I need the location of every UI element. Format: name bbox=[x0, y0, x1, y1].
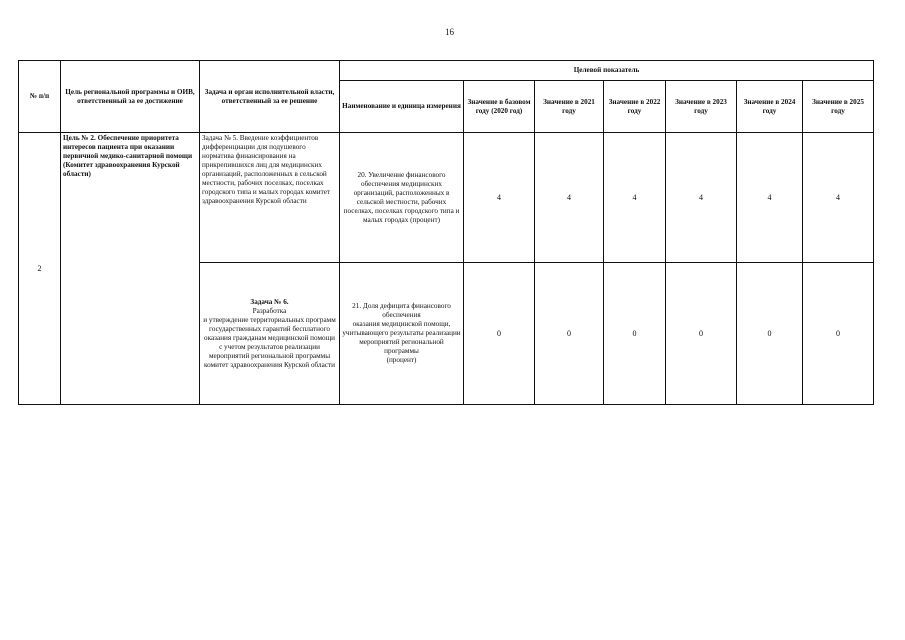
header-2023: Значение в 2023 году bbox=[666, 81, 737, 133]
value-2023: 0 bbox=[666, 263, 737, 405]
indicator-cell: 21. Доля дефицита финансового обеспечения оказания медицинской помощи, учитывающего результаты реализации мероприятий региональной программы (процент) bbox=[340, 263, 464, 405]
value-2023: 4 bbox=[666, 133, 737, 263]
header-indicator-name: Наименование и единица измерения bbox=[340, 81, 464, 133]
header-2021: Значение в 2021 году bbox=[535, 81, 604, 133]
goal-cell: Цель № 2. Обеспечение приоритета интересов пациента при оказании первичной медико-санитарной помощи (Комитет здравоохранения Курской области) bbox=[61, 133, 200, 405]
task-title: Задача № 6. bbox=[250, 297, 289, 306]
page-number: 16 bbox=[445, 27, 454, 37]
value-2025: 0 bbox=[803, 263, 874, 405]
value-2021: 4 bbox=[535, 133, 604, 263]
value-2022: 0 bbox=[604, 263, 666, 405]
task-cell bbox=[200, 263, 340, 405]
header-base-year: Значение в базовом году (2020 год) bbox=[464, 81, 535, 133]
header-2024: Значение в 2024 году bbox=[737, 81, 803, 133]
indicator-cell: 20. Увеличение финансового обеспечения медицинских организаций, расположенных в сельской местности, рабочих поселках, поселках городского типа и малых городах (процент) bbox=[340, 133, 464, 263]
value-2022: 4 bbox=[604, 133, 666, 263]
value-2024: 0 bbox=[737, 263, 803, 405]
task-text: Разработка и утверждение территориальных программ государственных гарантий бесплатного оказания гражданам медицинской помощи с учетом результатов реализации мероприятий региональной программы комитет здравоохранения Курской области bbox=[203, 306, 336, 369]
header-task: Задача и орган исполнительной власти, ответственный за ее решение bbox=[200, 61, 340, 133]
header-2022: Значение в 2022 году bbox=[604, 81, 666, 133]
table-row bbox=[19, 133, 874, 263]
value-base: 0 bbox=[464, 263, 535, 405]
value-base: 4 bbox=[464, 133, 535, 263]
task-cell: Задача № 5. Введение коэффициентов дифференциации для подушевого норматива финансирования на прикрепившихся лиц для медицинских организаций, расположенных в сельской местности, рабочих поселках, поселках городского типа и малых городах комитет здравоохранения Курской области bbox=[200, 133, 340, 263]
target-indicators-table bbox=[18, 60, 874, 405]
value-2025: 4 bbox=[803, 133, 874, 263]
row-number: 2 bbox=[19, 133, 61, 405]
header-goal: Цель региональной программы и ОИВ, ответственный за ее достижение bbox=[61, 61, 200, 133]
header-2025: Значение в 2025 году bbox=[803, 81, 874, 133]
header-num: № п/п bbox=[19, 61, 61, 133]
value-2024: 4 bbox=[737, 133, 803, 263]
value-2021: 0 bbox=[535, 263, 604, 405]
header-target-indicator: Целевой показатель bbox=[340, 61, 874, 81]
